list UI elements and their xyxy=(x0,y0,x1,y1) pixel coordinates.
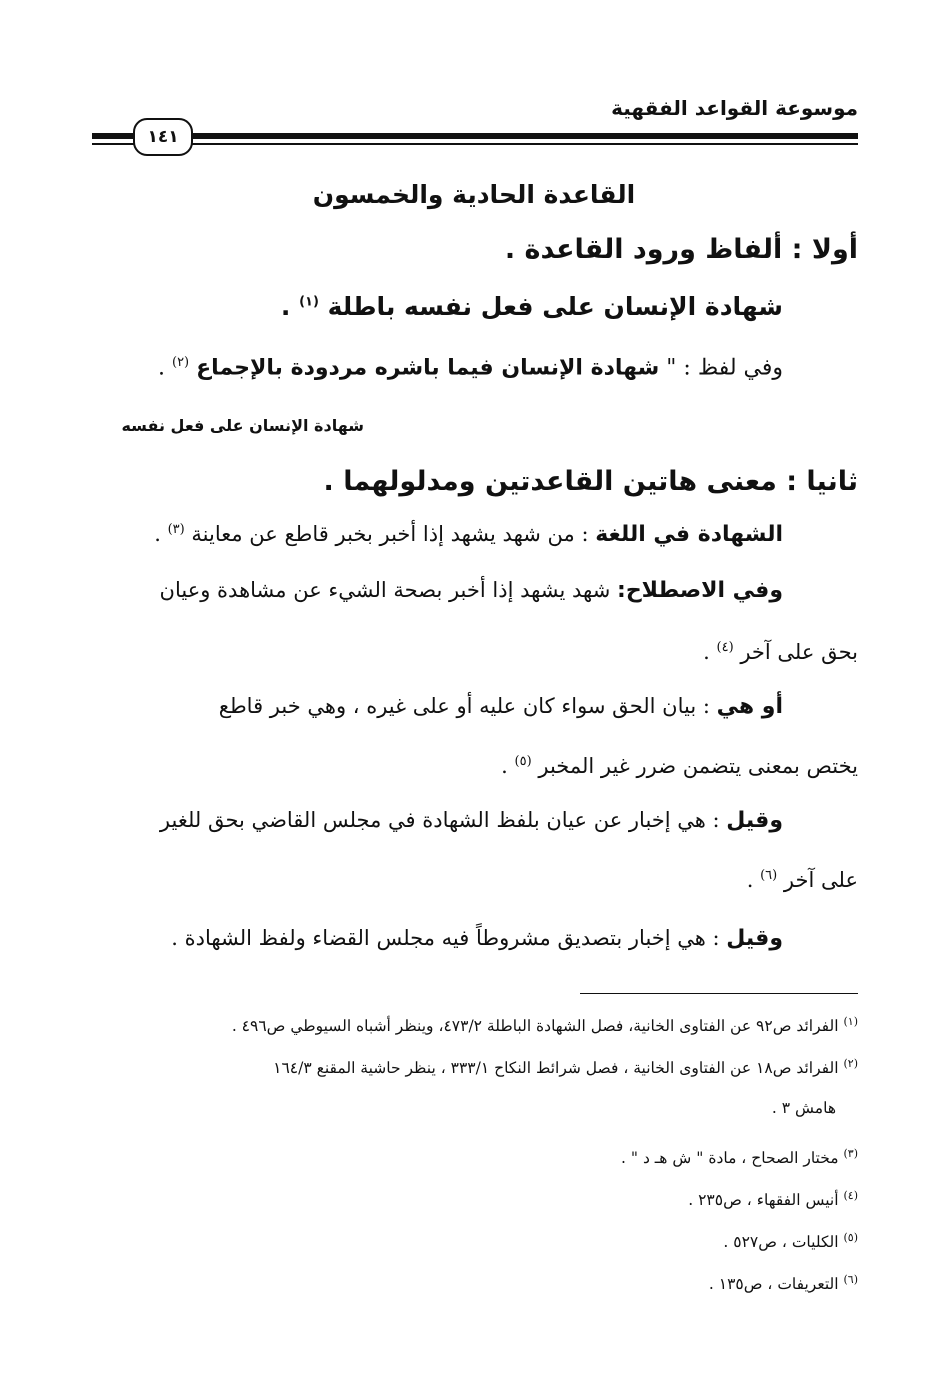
footnote-2-text: الفرائد ص١٨ عن الفتاوى الخانية ، فصل شرائط النكاح ٣٣٣/١ ، ينظر حاشية المقنع ١٦٤/٣ xyxy=(273,1059,839,1078)
footnote-2-marker: (٢) xyxy=(843,1057,858,1070)
qil2-definition xyxy=(171,926,783,951)
istilah-text-1: شهد يشهد إذا أخبر بصحة الشيء عن مشاهدة وعيان xyxy=(159,578,611,602)
footnote-1-marker: (١) xyxy=(843,1015,858,1028)
short-form: شهادة الإنسان على فعل نفسه xyxy=(121,416,364,435)
lang-end: . xyxy=(154,522,161,546)
variant-wording-text: شهادة الإنسان فيما باشره مردودة بالإجماع xyxy=(196,355,660,381)
section-heading-1: أولا : ألفاظ ورود القاعدة . xyxy=(504,234,858,265)
footnote-3-marker: (٣) xyxy=(843,1147,858,1160)
lang-text: : من شهد يشهد إذا أخبر بخبر قاطع عن معاينة xyxy=(191,522,589,546)
qil1-definition-line2 xyxy=(747,868,858,892)
footnote-2-continuation: هامش ٣ . xyxy=(771,1099,836,1117)
footnote-5-text: الكليات ، ص٥٢٧ . xyxy=(723,1233,839,1252)
or-definition-line2 xyxy=(501,754,858,778)
qil2-label: وقيل xyxy=(726,926,783,951)
footnote-ref-5: (٥) xyxy=(514,754,532,769)
or-definition-line1 xyxy=(219,694,783,719)
footnote-ref-2: (٢) xyxy=(171,355,190,370)
footnote-6 xyxy=(709,1273,858,1293)
footnote-6-marker: (٦) xyxy=(843,1273,858,1286)
istilah-definition-line2 xyxy=(703,640,858,664)
header-rule-thick xyxy=(92,133,858,139)
primary-wording xyxy=(281,292,783,321)
footnote-4-text: أنيس الفقهاء ، ص٢٣٥ . xyxy=(688,1191,839,1210)
or-label: أو هي xyxy=(716,694,783,719)
or-end: . xyxy=(501,754,508,778)
variant-wording xyxy=(158,355,783,380)
footnote-5-marker: (٥) xyxy=(843,1231,858,1244)
variant-intro: وفي لفظ : " xyxy=(666,355,783,381)
footnote-1 xyxy=(232,1015,858,1035)
rule-title: القاعدة الحادية والخمسون xyxy=(312,180,636,209)
footnote-3 xyxy=(621,1147,858,1167)
istilah-label: وفي الاصطلاح: xyxy=(617,578,783,603)
footnote-ref-3: (٣) xyxy=(167,522,185,537)
qil1-end: . xyxy=(746,868,754,892)
lang-label: الشهادة في اللغة xyxy=(595,522,783,547)
footnote-ref-4: (٤) xyxy=(716,640,734,655)
istilah-definition-line1 xyxy=(160,578,783,603)
or-text-2: يختص بمعنى يتضمن ضرر غير المخبر xyxy=(538,754,858,778)
header-rule-thin xyxy=(92,143,858,145)
lang-definition xyxy=(154,522,783,547)
qil1-text-1: : هي إخبار عن عيان بلفظ الشهادة في مجلس القاضي بحق للغير xyxy=(159,808,720,832)
running-title: موسوعة القواعد الفقهية xyxy=(611,96,858,120)
qil1-text-2: على آخر xyxy=(783,868,858,892)
footnote-ref-6: (٦) xyxy=(760,868,778,883)
footnote-5 xyxy=(723,1231,858,1251)
primary-wording-end: . xyxy=(280,292,291,321)
primary-wording-text: شهادة الإنسان على فعل نفسه باطلة xyxy=(327,292,783,321)
footnote-3-text: مختار الصحاح ، مادة " ش هـ د " . xyxy=(621,1149,839,1168)
footnote-2 xyxy=(273,1057,858,1077)
footnote-6-text: التعريفات ، ص١٣٥ . xyxy=(708,1275,839,1294)
or-text-1: : بيان الحق سواء كان عليه أو على غيره ، وهي خبر قاطع xyxy=(218,694,710,718)
qil2-text: : هي إخبار بتصديق مشروطاً فيه مجلس القضاء ولفظ الشهادة . xyxy=(171,926,720,950)
istilah-text-2: بحق على آخر xyxy=(740,640,858,664)
section-heading-2: ثانيا : معنى هاتين القاعدتين ومدلولهما . xyxy=(323,466,858,497)
footnote-separator xyxy=(580,993,858,994)
footnote-4-marker: (٤) xyxy=(843,1189,858,1202)
page-number xyxy=(133,118,193,156)
variant-wording-end: . xyxy=(157,355,165,381)
footnote-1-text: الفرائد ص٩٢ عن الفتاوى الخانية، فصل الشهادة الباطلة ٤٧٣/٢، وينظر أشباه السيوطي ص٤٩٦ . xyxy=(231,1017,839,1036)
qil1-definition-line1 xyxy=(160,808,783,833)
page-number-text: ١٤١ xyxy=(147,127,179,147)
qil1-label: وقيل xyxy=(726,808,783,833)
footnote-ref-1: (١) xyxy=(299,294,319,310)
istilah-end: . xyxy=(703,640,710,664)
footnote-4 xyxy=(688,1189,858,1209)
